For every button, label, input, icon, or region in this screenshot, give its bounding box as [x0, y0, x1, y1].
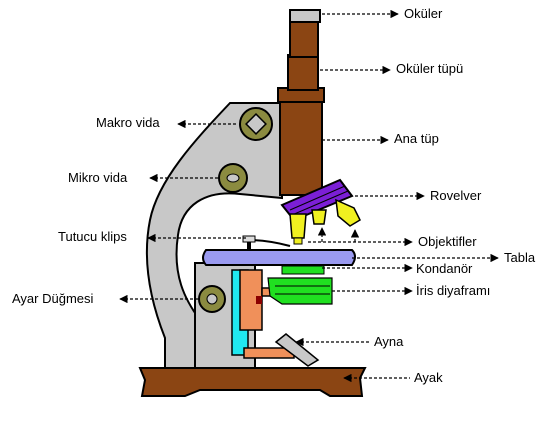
eyepiece-tube-upper [290, 22, 318, 57]
label-tutucu-klips: Tutucu klips [58, 229, 127, 244]
stage [203, 250, 355, 265]
label-mikro-vida: Mikro vida [68, 170, 128, 185]
objective-3 [336, 200, 360, 226]
label-tabla: Tabla [504, 250, 536, 265]
label-okuler: Oküler [404, 6, 443, 21]
label-objektifler: Objektifler [418, 234, 477, 249]
iris-diaphragm [268, 278, 332, 304]
eyepiece-cap [290, 10, 320, 22]
objective-1 [290, 214, 306, 238]
label-makro-vida: Makro vida [96, 115, 160, 130]
focus-tick [256, 296, 262, 304]
eyepiece-tube [288, 55, 318, 90]
label-iris: İris diyaframı [416, 283, 491, 298]
label-ayna: Ayna [374, 334, 404, 349]
label-okuler-tupu: Oküler tüpü [396, 61, 464, 76]
label-ana-tup: Ana tüp [394, 131, 439, 146]
foot-base [140, 368, 365, 396]
label-ayak: Ayak [414, 370, 443, 385]
objective-2 [312, 210, 326, 224]
label-ayar-dugmesi: Ayar Düğmesi [12, 291, 94, 306]
label-kondansor: Kondanör [416, 261, 473, 276]
main-tube [280, 100, 322, 195]
condenser [282, 266, 324, 274]
label-rovelver: Rovelver [430, 188, 482, 203]
